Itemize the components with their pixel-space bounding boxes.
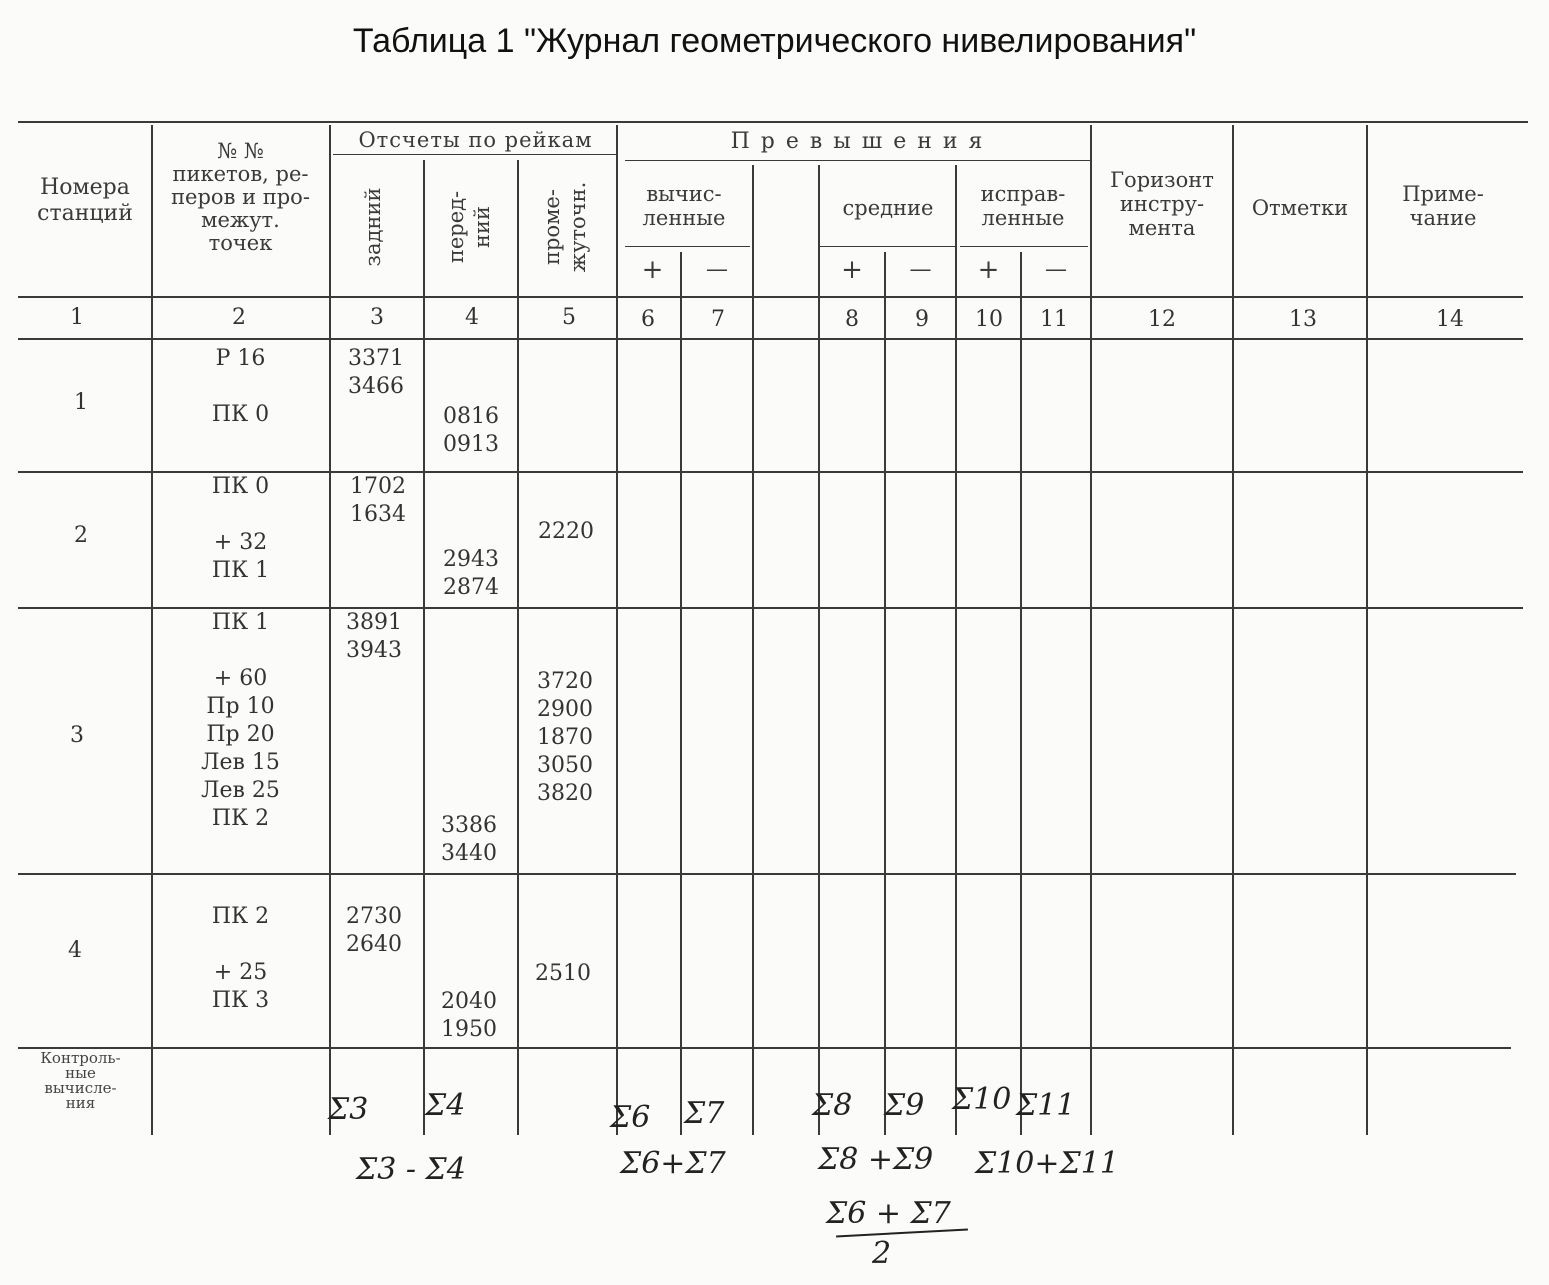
station-points: ПК 1 + 60 Пр 10 Пр 20 Лев 15 Лев 25 ПК 2	[201, 610, 280, 831]
header-marks: Отметки	[1251, 196, 1349, 220]
station-number: 2	[74, 523, 88, 548]
header-back-reading: задний	[361, 187, 385, 267]
header-plus: +	[977, 255, 1000, 285]
handwritten-average-denominator: 2	[872, 1236, 892, 1271]
col-divider	[680, 252, 682, 1135]
handwritten-difference-3-4: Σ3 - Σ4	[356, 1152, 466, 1187]
fore-reading: 2040 1950	[441, 989, 497, 1042]
station-points: ПК 2 + 25 ПК 3	[211, 904, 270, 1013]
station-points: ПК 0 + 32 ПК 1	[211, 474, 270, 583]
station-number: 3	[70, 723, 84, 748]
table-top-rule	[18, 121, 1528, 123]
header-points: № № пикетов, ре- перов и про- межут. точек	[171, 139, 310, 255]
handwritten-sum-7: Σ7	[684, 1096, 725, 1131]
intermediate-reading: 3720 2900 1870 3050 3820	[537, 669, 593, 806]
handwritten-sum-4: Σ4	[425, 1088, 466, 1123]
header-average: средние	[842, 196, 934, 220]
column-number: 8	[845, 307, 859, 332]
plusminus-rule	[625, 246, 750, 247]
col-divider	[955, 165, 957, 1135]
handwritten-sum-6: Σ6	[610, 1100, 651, 1135]
colnum-bottom-rule	[18, 338, 1523, 340]
col-divider	[423, 160, 425, 1135]
col-divider	[329, 125, 331, 1135]
station-number: 1	[74, 390, 88, 415]
intermediate-reading: 2510	[535, 961, 591, 986]
readings-subheader-rule	[333, 154, 616, 155]
back-reading: 1702 1634	[350, 474, 406, 527]
header-rod-readings: Отсчеты по рейкам	[358, 128, 593, 152]
intermediate-reading: 2220	[538, 519, 594, 544]
elevations-subheader-rule	[625, 160, 1090, 161]
col-divider	[752, 165, 754, 1135]
header-corrected: исправ- ленные	[980, 182, 1066, 230]
station-4-bottom-rule	[18, 1047, 1511, 1049]
header-minus: —	[1045, 257, 1067, 282]
col-divider	[1366, 125, 1368, 1135]
header-bottom-rule	[18, 296, 1523, 298]
header-instrument-horizon: Горизонт инстру- мента	[1110, 168, 1214, 240]
fore-reading: 0816 0913	[443, 404, 499, 457]
column-number: 4	[465, 305, 479, 330]
column-number: 10	[975, 307, 1003, 332]
header-station-numbers: Номера станций	[37, 175, 133, 226]
back-reading: 2730 2640	[346, 904, 402, 957]
station-number: 4	[68, 938, 82, 963]
col-divider	[517, 160, 519, 1135]
column-number: 12	[1148, 307, 1176, 332]
col-divider	[1090, 125, 1092, 1135]
column-number: 2	[232, 305, 246, 330]
handwritten-sum-6-7: Σ6+Σ7	[620, 1146, 726, 1181]
col-divider	[818, 165, 820, 1135]
col-divider	[616, 125, 618, 1135]
station-3-bottom-rule	[18, 873, 1516, 875]
handwritten-sum-10-11: Σ10+Σ11	[975, 1146, 1119, 1181]
header-computed: вычис- ленные	[642, 182, 726, 230]
control-label: Контроль- ные вычисле- ния	[40, 1049, 121, 1112]
handwritten-average-numerator: Σ6 + Σ7	[826, 1196, 951, 1231]
handwritten-sum-3: Σ3	[328, 1092, 369, 1127]
header-intermediate-reading: проме- жуточн.	[540, 181, 590, 273]
plusminus-rule-3	[960, 246, 1088, 247]
column-number: 1	[70, 305, 84, 330]
header-minus: —	[706, 257, 728, 282]
fore-reading: 2943 2874	[443, 547, 499, 600]
handwritten-sum-8-9: Σ8 +Σ9	[818, 1142, 934, 1177]
column-number: 14	[1436, 307, 1464, 332]
header-elevations: П р е в ы ш е н и я	[730, 129, 985, 154]
col-divider	[1232, 125, 1234, 1135]
header-notes: Приме- чание	[1402, 182, 1484, 230]
column-number: 7	[711, 307, 725, 332]
column-number: 11	[1040, 307, 1068, 332]
column-number: 5	[562, 305, 576, 330]
column-number: 13	[1289, 307, 1317, 332]
column-number: 6	[641, 307, 655, 332]
page-title: Таблица 1 "Журнал геометрического нивелирования"	[352, 22, 1197, 60]
header-plus: +	[641, 255, 664, 285]
back-reading: 3371 3466	[348, 346, 404, 399]
column-number: 9	[915, 307, 929, 332]
handwritten-sum-8: Σ8	[812, 1088, 853, 1123]
plusminus-rule-2	[820, 246, 955, 247]
station-points: Р 16 ПК 0	[211, 346, 270, 427]
handwritten-sum-9: Σ9	[884, 1088, 925, 1123]
col-divider	[884, 252, 886, 1135]
column-number: 3	[370, 305, 384, 330]
handwritten-sum-10: Σ10	[952, 1082, 1012, 1117]
fore-reading: 3386 3440	[441, 813, 497, 866]
back-reading: 3891 3943	[346, 610, 402, 663]
handwritten-sum-11: Σ11	[1016, 1088, 1076, 1123]
col-divider	[1020, 252, 1022, 1135]
header-plus: +	[841, 255, 863, 285]
header-minus: —	[909, 257, 932, 282]
header-fore-reading: перед- ний	[444, 190, 494, 264]
